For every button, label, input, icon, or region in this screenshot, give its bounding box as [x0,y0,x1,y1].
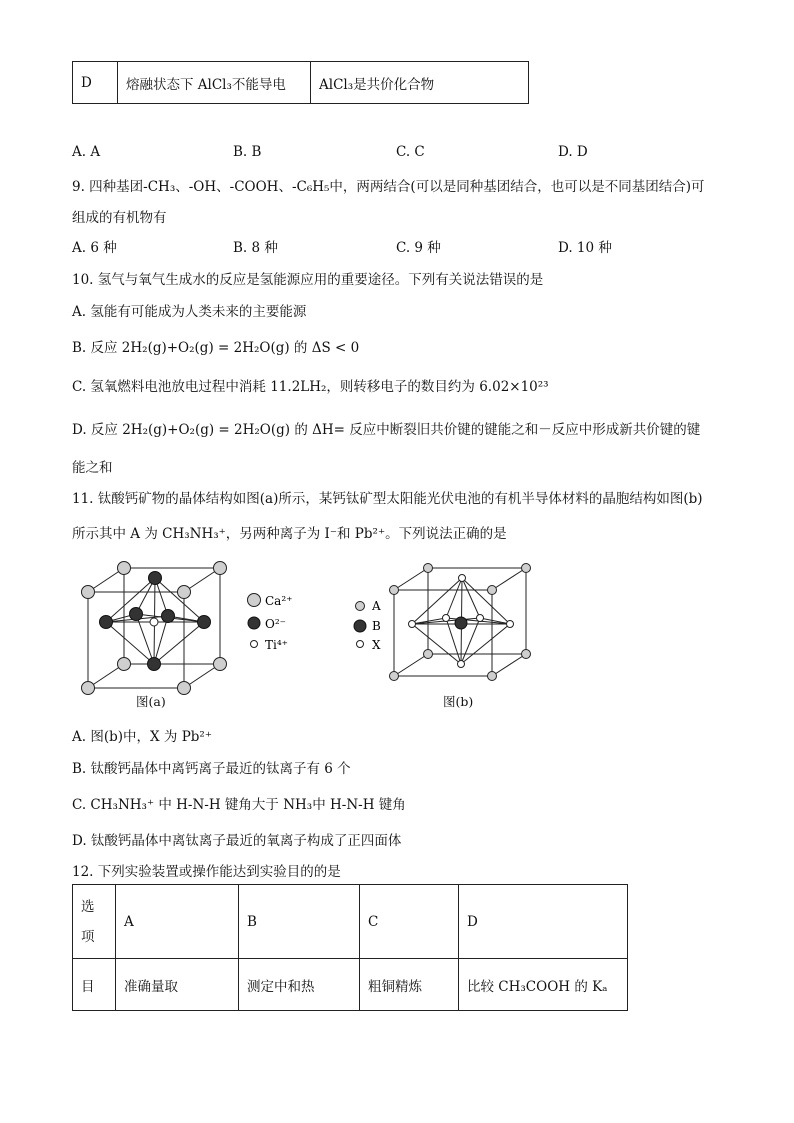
q9-option-a: A. 6 种 [72,240,117,256]
q12-cell-a: 准确量取 [116,959,239,1011]
q12-stem: 12. 下列实验装置或操作能达到实验目的的是 [72,864,341,880]
q9-option-d: D. 10 种 [558,240,612,256]
q10-option-d-line1: D. 反应 2H₂(g)+O₂(g) = 2H₂O(g) 的 ΔH= 反应中断裂旧共价键的键能之和－反应中形成新共价键的键 [72,422,701,438]
q12-header-option: 选项 [73,885,116,959]
q8-option-a: A. A [72,144,101,160]
cell-option-d: D [73,62,118,104]
q12-table [72,884,628,1011]
q9-stem-line2: 组成的有机物有 [72,210,167,226]
q12-cell-d: 比较 CH₃COOH 的 Kₐ [459,959,628,1011]
q12-cell-b: 测定中和热 [239,959,360,1011]
q11-option-d: D. 钛酸钙晶体中离钛离子最近的氧离子构成了正四面体 [72,833,402,849]
legend-ca: Ca²⁺ [265,594,293,608]
q11-option-c: C. CH₃NH₃⁺ 中 H-N-H 键角大于 NH₃中 H-N-H 键角 [72,797,406,813]
q11-option-a: A. 图(b)中，X 为 Pb²⁺ [72,729,212,745]
q10-option-b: B. 反应 2H₂(g)+O₂(g) = 2H₂O(g) 的 ΔS < 0 [72,340,360,356]
q12-cell-c: 粗铜精炼 [360,959,459,1011]
q12-row-label: 目 [73,959,116,1011]
cell-observation: 熔融状态下 AlCl₃不能导电 [118,62,311,104]
q11-stem-line1: 11. 钛酸钙矿物的晶体结构如图(a)所示，某钙钛矿型太阳能光伏电池的有机半导体材料的晶胞结构如图(b) [72,491,703,507]
q11-option-b: B. 钛酸钙晶体中离钙离子最近的钛离子有 6 个 [72,761,351,777]
top-table [72,61,529,104]
q10-option-d-line2: 能之和 [72,460,113,476]
q9-stem-line1: 9. 四种基团-CH₃、-OH、-COOH、-C₆H₅中，两两结合(可以是同种基团结合，也可以是不同基团结合)可 [72,179,705,195]
q9-option-b: B. 8 种 [233,240,278,256]
legend-a: A [372,599,381,613]
q11-stem-line2: 所示其中 A 为 CH₃NH₃⁺，另两种离子为 I⁻和 Pb²⁺。下列说法正确的是 [72,526,507,542]
q9-option-c: C. 9 种 [396,240,441,256]
legend-ti: Ti⁴⁺ [265,638,288,652]
q12-header-d: D [459,885,628,959]
q12-header-c: C [360,885,459,959]
figure-b-caption: 图(b) [443,694,474,709]
cell-conclusion: AlCl₃是共价化合物 [311,62,529,104]
q10-option-c: C. 氢氧燃料电池放电过程中消耗 11.2LH₂，则转移电子的数目约为 6.02×10²³ [72,379,549,395]
q8-option-b: B. B [233,144,262,160]
crystal-figure-a [76,558,306,708]
q8-option-d: D. D [558,144,588,160]
q10-stem: 10. 氢气与氧气生成水的反应是氢能源应用的重要途径。下列有关说法错误的是 [72,272,544,288]
q10-option-a: A. 氢能有可能成为人类未来的主要能源 [72,304,307,320]
q12-header-b: B [239,885,360,959]
figure-a-caption: 图(a) [136,694,166,709]
legend-o: O²⁻ [265,617,286,631]
legend-x: X [372,638,381,652]
q12-header-a: A [116,885,239,959]
legend-b: B [372,619,381,633]
crystal-figure-b [350,560,545,684]
q8-option-c: C. C [396,144,425,160]
